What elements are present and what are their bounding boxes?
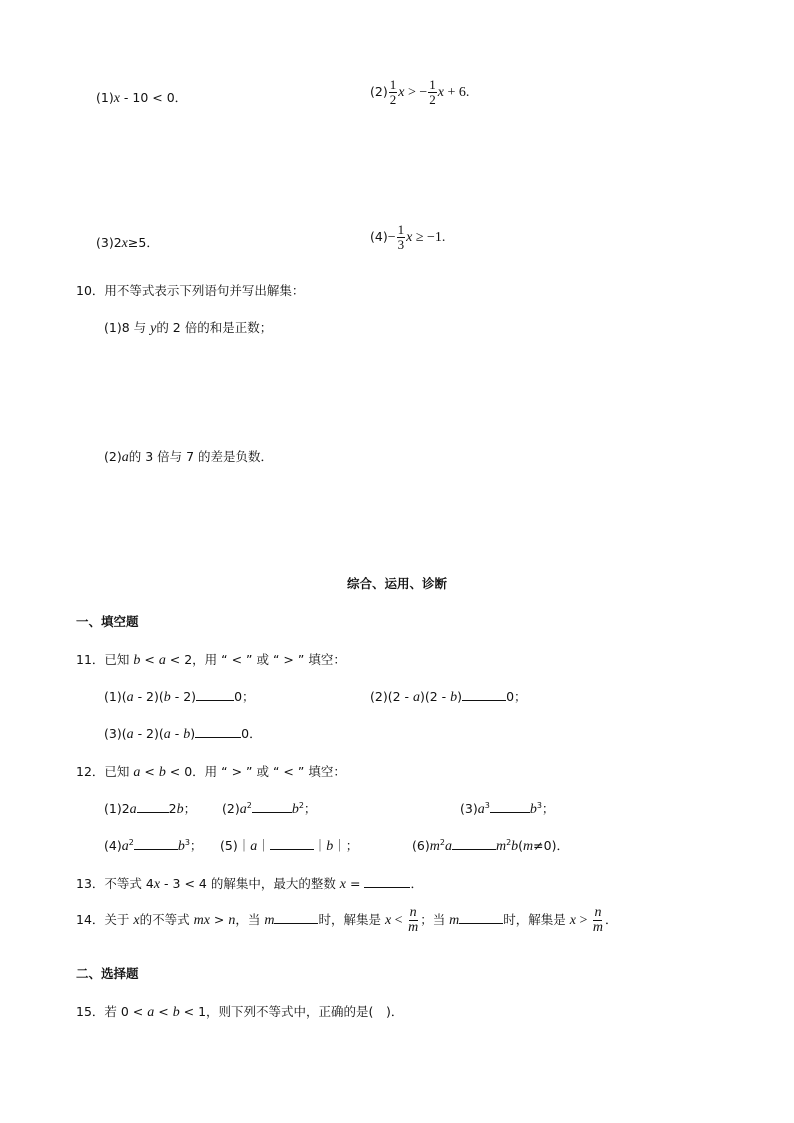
q12-part1: (1)2a 2b；: [104, 801, 197, 817]
answer-blank[interactable]: [252, 800, 292, 813]
q12-part6: $(6)m^2a$ $m^2b(m\ne 0)$．: [412, 837, 569, 854]
q10-part1: (1)8 与 y的 2 倍的和是正数；: [104, 320, 273, 336]
q14-fraction2: $\frac{n}{m}$: [592, 905, 604, 935]
answer-blank[interactable]: [134, 837, 178, 850]
answer-blank[interactable]: [137, 800, 169, 813]
q11-stem: 11．已知 b < a < 2，用 “ < ” 或 “ > ” 填空：: [76, 652, 346, 668]
q10-part2: (2)a的 3 倍与 7 的差是负数．: [104, 449, 274, 465]
part1-title: 一、填空题: [76, 614, 139, 629]
q9-part1: [96, 88, 187, 107]
q12-part2: $(2)a^2$ $b^2$；: [222, 800, 317, 817]
q9-part1-rest: - 10 < 0．: [119, 90, 188, 105]
q12-stem: 12．已知 a < b < 0．用 “ > ” 或 “ < ” 填空：: [76, 764, 346, 780]
q11-part2: (2)(2 - a)(2 - b) 0；: [370, 689, 527, 705]
answer-blank[interactable]: [462, 688, 506, 701]
answer-blank[interactable]: [196, 688, 234, 701]
q9-part2-fraction1: $\frac{1}{2}$: [389, 77, 397, 107]
q9-part4: (4)− $\frac{1}{3}$ x ≥ −1.: [370, 222, 446, 252]
q13: 13．不等式 4x - 3 < 4 的解集中，最大的整数 x = ．: [76, 876, 423, 892]
q9-part4-fraction: $\frac{1}{3}$: [397, 222, 405, 252]
q9-part2-label: (2): [370, 84, 388, 99]
q12-part4: $(4)a^2$ $b^3$；: [104, 837, 203, 854]
answer-blank[interactable]: [195, 725, 241, 738]
answer-blank[interactable]: [274, 911, 318, 924]
q14-fraction1: $\frac{n}{m}$: [408, 905, 419, 935]
q9-part1-var: x: [113, 91, 120, 106]
q10-stem: 10．用不等式表示下列语句并写出解集：: [76, 283, 305, 298]
q9-part2-fraction2: $\frac{1}{2}$: [429, 77, 436, 107]
answer-blank[interactable]: [459, 911, 503, 924]
part2-title: 二、选择题: [76, 966, 139, 981]
q9-part2: (2) $\frac{1}{2}$ x > − $\frac{1}{2}$ x + 6.: [370, 77, 470, 107]
q9-part3: (3)2x≥5．: [96, 235, 159, 251]
q12-part5: (5)｜a｜ ｜b｜；: [220, 838, 359, 854]
answer-blank[interactable]: [490, 800, 530, 813]
q15: 15．若 0 < a < b < 1，则下列不等式中，正确的是( )．: [76, 1004, 404, 1020]
q12-part3: $(3)a^3$ $b^3$；: [460, 800, 555, 817]
q11-part1: (1)(a - 2)(b - 2) 0；: [104, 689, 255, 705]
answer-blank[interactable]: [452, 837, 496, 850]
answer-blank[interactable]: [364, 875, 410, 888]
q11-part3: (3)(a - 2)(a - b) 0．: [104, 726, 262, 742]
section-title: 综合、运用、诊断: [346, 576, 447, 591]
answer-blank[interactable]: [270, 837, 314, 850]
q14: 14．关于 x的不等式 mx > n，当 m 时，解集是 x < $\frac{n}{m}$ ；当 m 时，解集是 x > $\frac{n}{m}$ ．: [76, 905, 618, 935]
q9-part1-label: (1): [96, 90, 114, 105]
